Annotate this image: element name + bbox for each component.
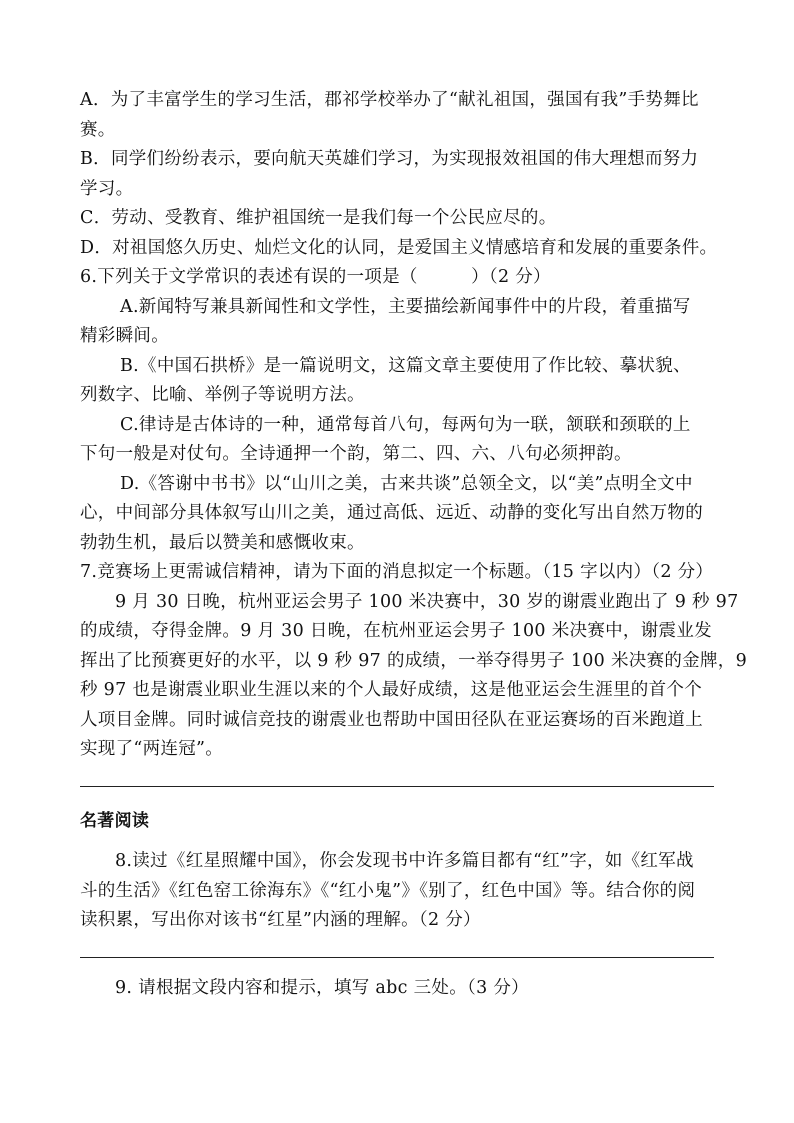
q5-option-b-line2: 学习。	[80, 179, 134, 199]
q8-answer-line[interactable]	[80, 957, 714, 958]
q6-option-b-line1: B.《中国石拱桥》是一篇说明文，这篇文章主要使用了作比较、摹状貌、	[120, 356, 691, 376]
q7-passage-line6: 实现了“两连冠”。	[80, 739, 224, 759]
section-title: 名著阅读	[80, 811, 150, 831]
q7-passage-line2: 的成绩，夺得金牌。9 月 30 日晚，在杭州亚运会男子 100 米决赛中，谢震业发	[80, 621, 712, 641]
q6-option-c-line1: C.律诗是古体诗的一种，通常每首八句，每两句为一联，颔联和颈联的上	[120, 415, 691, 435]
q7-stem: 7.竞赛场上更需诚信精神，请为下面的消息拟定一个标题。（15 字以内）（2 分）	[80, 562, 714, 582]
q5-option-c: C．劳动、受教育、维护祖国统一是我们每一个公民应尽的。	[80, 208, 557, 228]
q7-passage-line5: 人项目金牌。同时诚信竞技的谢震业也帮助中国田径队在亚运赛场的百米跑道上	[80, 710, 703, 730]
q8-line3: 读积累，写出你对该书“红星”内涵的理解。（2 分）	[80, 910, 481, 930]
q6-option-c-line2: 下句一般是对仗句。全诗通押一个韵，第二、四、六、八句必须押韵。	[80, 444, 632, 464]
q7-answer-line[interactable]	[80, 786, 714, 787]
q6-option-a-line1: A.新闻特写兼具新闻性和文学性，主要描绘新闻事件中的片段，着重描写	[120, 297, 691, 317]
q9-stem: 9. 请根据文段内容和提示，填写 abc 三处。（3 分）	[115, 978, 529, 998]
q6-option-b-line2: 列数字、比喻、举例子等说明方法。	[80, 385, 365, 405]
q5-option-a-line2: 赛。	[80, 120, 116, 140]
q5-option-b-line1: B．同学们纷纷表示，要向航天英雄们学习，为实现报效祖国的伟大理想而努力	[80, 149, 699, 169]
q6-stem: 6.下列关于文学常识的表述有误的一项是（ ）（2 分）	[80, 267, 551, 287]
q8-line1: 8.读过《红星照耀中国》，你会发现书中许多篇目都有“红”字，如《红军战	[115, 851, 694, 871]
q7-passage-line4: 秒 97 也是谢震业职业生涯以来的个人最好成绩，这是他亚运会生涯里的首个个	[80, 680, 702, 700]
q8-line2: 斗的生活》《红色窑工徐海东》《“红小鬼”》《别了，红色中国》等。结合你的阅	[80, 881, 696, 901]
q7-passage-line1: 9 月 30 日晚，杭州亚运会男子 100 米决赛中，30 岁的谢震业跑出了 9 秒 97	[115, 592, 739, 612]
q5-option-a-line1: A．为了丰富学生的学习生活，郡祁学校举办了“献礼祖国，强国有我”手势舞比	[80, 90, 699, 110]
q7-passage-line3: 挥出了比预赛更好的水平，以 9 秒 97 的成绩，一举夺得男子 100 米决赛的金牌，9	[80, 651, 748, 671]
q6-option-d-line2: 心，中间部分具体叙写山川之美，通过高低、远近、动静的变化写出自然万物的	[80, 503, 703, 523]
q6-option-a-line2: 精彩瞬间。	[80, 326, 169, 346]
q6-option-d-line1: D.《答谢中书书》以“山川之美，古来共谈”总领全文，以“美”点明全文中	[120, 474, 693, 494]
q5-option-d: D．对祖国悠久历史、灿烂文化的认同，是爱国主义情感培育和发展的重要条件。	[80, 238, 718, 258]
q6-option-d-line3: 勃勃生机，最后以赞美和感慨收束。	[80, 533, 365, 553]
